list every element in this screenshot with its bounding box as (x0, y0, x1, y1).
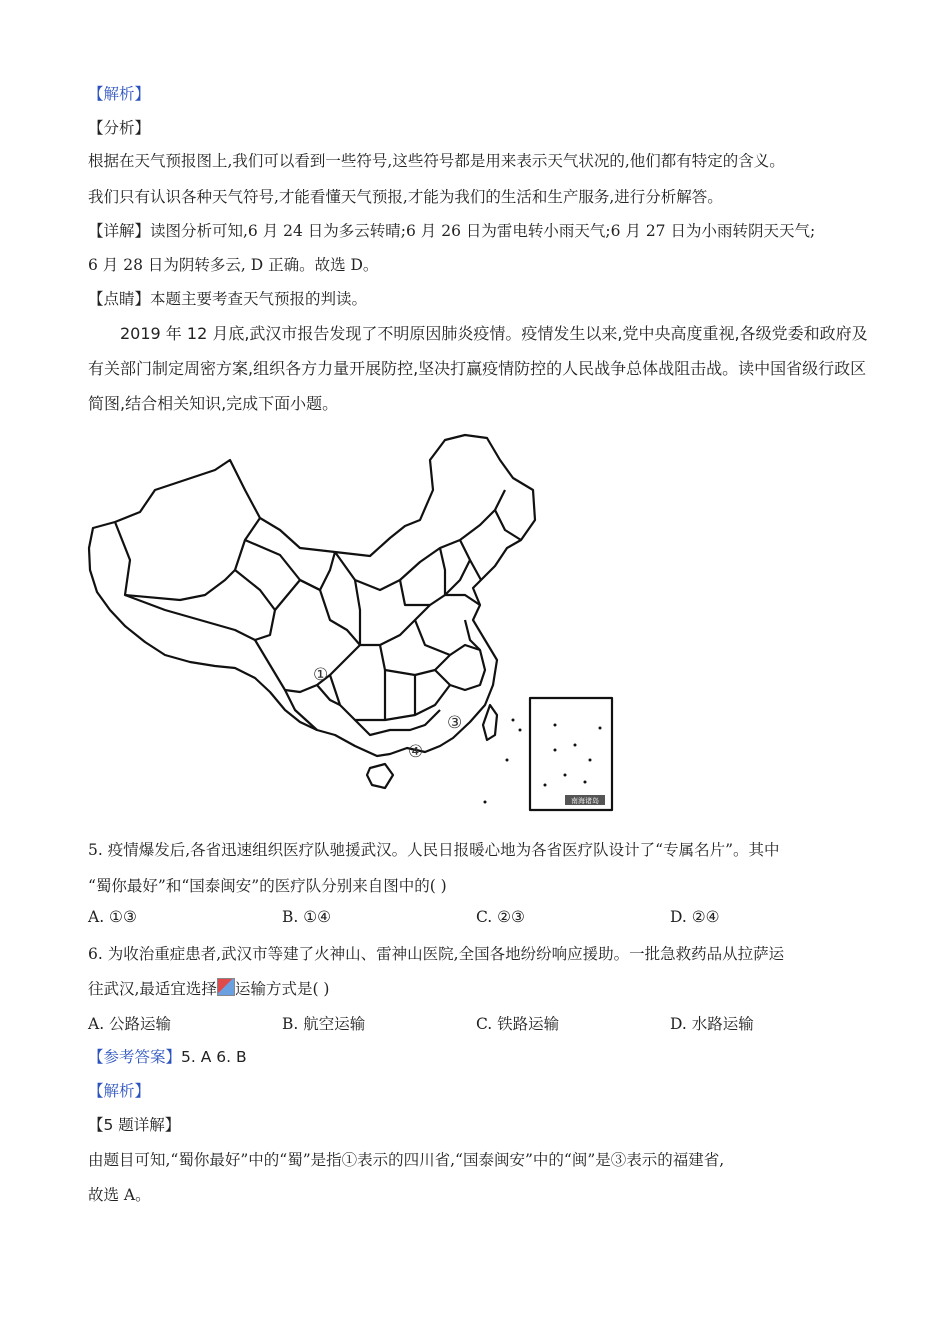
south-sea-inset (530, 698, 612, 810)
q6-option-a: A. 公路运输 (88, 1015, 172, 1033)
q5-option-b: B. ①④ (282, 908, 332, 926)
xiangjie-line-1: 【详解】读图分析可知,6 月 24 日为多云转晴;6 月 26 日为雷电转小雨天气;6 月 27 日为小雨转阴天天气; (88, 222, 816, 240)
q5-line-2: “蜀你最好”和“国泰闽安”的医疗队分别来自图中的( ) (88, 877, 447, 895)
jiexi-heading-2: 【解析】 (88, 1082, 151, 1100)
fenxi-heading: 【分析】 (88, 119, 151, 137)
islands (484, 719, 602, 804)
fenxi-line-2: 我们只有认识各种天气符号,才能看懂天气预报,才能为我们的生活和生产服务,进行分析解答。 (88, 188, 723, 206)
hainan-island (367, 764, 393, 788)
border-guangdong (355, 710, 440, 735)
answer-label: 【参考答案】 (88, 1048, 182, 1066)
border-south (330, 670, 450, 720)
border-central (355, 560, 470, 645)
q6-line-2-b: 运输方式是( ) (234, 980, 330, 998)
fenxi-line-1: 根据在天气预报图上,我们可以看到一些符号,这些符号都是用来表示天气状况的,他们都有特定的含义。 (88, 152, 785, 170)
border-henan-hubei (380, 620, 480, 675)
q5-option-a: A. ①③ (88, 908, 137, 926)
q5-option-c: C. ②③ (476, 908, 525, 926)
q6-line-2 (88, 977, 329, 999)
china-province-map (85, 430, 625, 820)
q5-detail-line-1: 由题目可知,“蜀你最好”中的“蜀”是指①表示的四川省,“国泰闽安”中的“闽”是③表示的福建省, (88, 1151, 725, 1169)
q6-line-1: 6. 为收治重症患者,武汉市等建了火神山、雷神山医院,全国各地纷纷响应援助。一批急救药品从拉萨运 (88, 945, 785, 963)
q5-option-d: D. ②④ (670, 908, 720, 926)
map-label-3: ③ (447, 713, 463, 733)
q5-line-1: 5. 疫情爆发后,各省迅速组织医疗队驰援武汉。人民日报暖心地为各省医疗队设计了“专属名片”。其中 (88, 841, 780, 859)
taiwan-island (483, 705, 497, 740)
broken-image-icon (217, 978, 235, 996)
q5-detail-heading: 【5 题详解】 (88, 1116, 181, 1134)
xiangjie-line-2: 6 月 28 日为阴转多云, D 正确。故选 D。 (88, 256, 379, 274)
border-qinghai-gansu (245, 540, 335, 590)
border-jiangsu-zhejiang (435, 620, 485, 690)
intro-paragraph: 2019 年 12 月底,武汉市报告发现了不明原因肺炎疫情。疫情发生以来,党中央高度重视,各级党委和政府及有关部门制定周密方案,组织各方力量开展防控,坚决打赢疫情防控的人民战争总体战阻击战。读中国省级行政区简图,结合相关知识,完成下面小题。 (88, 324, 868, 413)
answer-value: 5. A 6. B (181, 1048, 247, 1066)
border-sichuan (255, 580, 360, 692)
map-label-4: ④ (408, 742, 424, 762)
inset-caption: 南海诸岛 (571, 797, 599, 805)
q6-option-c: C. 铁路运输 (476, 1015, 560, 1033)
q5-detail-line-2: 故选 A。 (88, 1186, 151, 1204)
map-label-1: ① (313, 665, 329, 685)
q6-option-d: D. 水路运输 (670, 1015, 754, 1033)
border-tibet-qinghai (125, 570, 275, 640)
border-xinjiang (115, 518, 260, 600)
map-outline (89, 435, 535, 756)
jiexi-heading: 【解析】 (88, 85, 151, 103)
dianjing-line: 【点睛】本题主要考查天气预报的判读。 (88, 290, 368, 308)
q6-line-2-a: 往武汉,最适宜选择 (88, 980, 217, 998)
q6-option-b: B. 航空运输 (282, 1015, 366, 1033)
answer-line (88, 1045, 247, 1067)
